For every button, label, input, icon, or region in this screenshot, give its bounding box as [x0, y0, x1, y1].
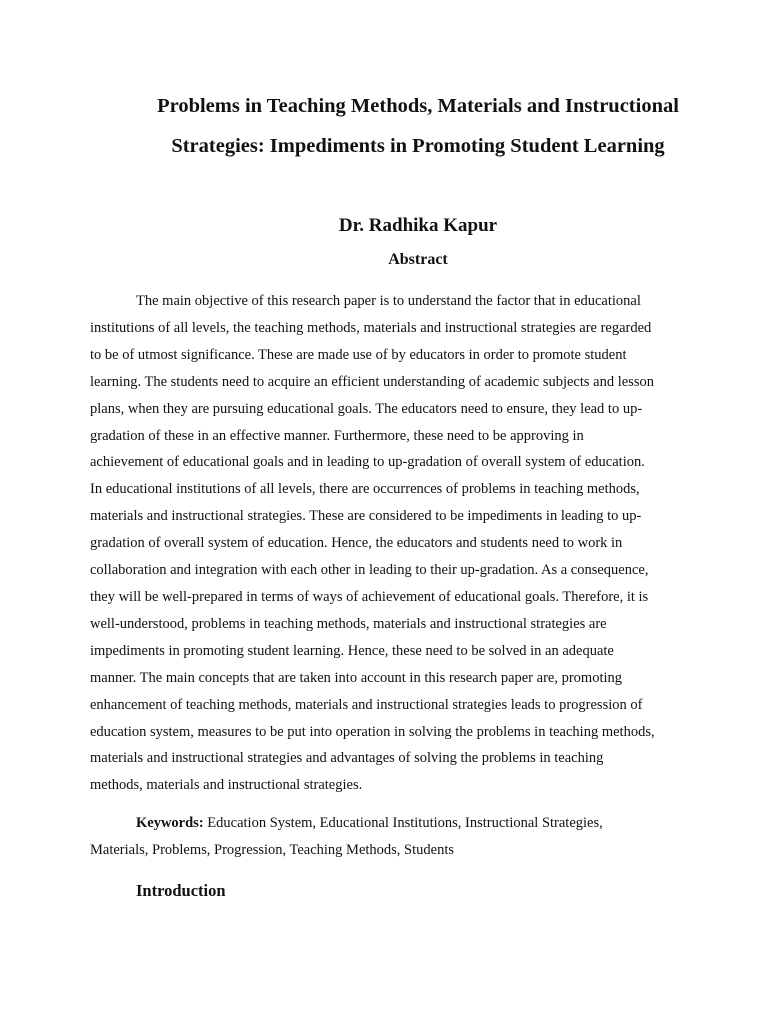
abstract-line: institutions of all levels, the teaching methods, materials and instructional strategies are regarded [90, 319, 652, 336]
abstract-line: to be of utmost significance. These are made use of by educators in order to promote student [90, 346, 627, 363]
keywords-label: Keywords: [136, 815, 204, 831]
abstract-line: In educational institutions of all levels, there are occurrences of problems in teaching methods, [90, 481, 640, 498]
abstract-line: impediments in promoting student learning. Hence, these need to be solved in an adequate [90, 642, 614, 659]
abstract-paragraph [90, 288, 682, 799]
abstract-line: enhancement of teaching methods, materials and instructional strategies leads to progression of [90, 696, 643, 713]
keywords-line [90, 810, 682, 837]
abstract-line: gradation of overall system of education. Hence, the educators and students need to work in [90, 535, 623, 552]
abstract-line: they will be well-prepared in terms of ways of achievement of educational goals. Therefore, it is [90, 588, 649, 605]
author-name: Dr. Radhika Kapur [338, 215, 498, 236]
abstract-heading: Abstract [388, 251, 448, 268]
abstract-line: gradation of these in an effective manner. Furthermore, these need to be approving in [90, 427, 584, 444]
keywords-list-part-1: Education System, Educational Institutions, Instructional Strategies, [207, 815, 603, 831]
abstract-line: manner. The main concepts that are taken into account in this research paper are, promoting [90, 669, 623, 686]
abstract-line: materials and instructional strategies. These are considered to be impediments in leading to up- [90, 508, 642, 525]
abstract-line: education system, measures to be put into operation in solving the problems in teaching methods, [90, 723, 655, 740]
abstract-line: The main objective of this research paper is to understand the factor that in educational [136, 293, 641, 309]
abstract-line: well-understood, problems in teaching methods, materials and instructional strategies are [90, 615, 607, 632]
section-heading-introduction: Introduction [136, 881, 226, 900]
keywords-list-part-2: Materials, Problems, Progression, Teaching Methods, Students [90, 842, 455, 858]
abstract-line: methods, materials and instructional strategies. [90, 777, 363, 794]
abstract-line: achievement of educational goals and in leading to up-gradation of overall system of education. [90, 454, 645, 471]
abstract-line: materials and instructional strategies and advantages of solving the problems in teaching [90, 750, 604, 767]
abstract-line: collaboration and integration with each other in leading to their up-gradation. As a consequence, [90, 562, 649, 579]
abstract-line: learning. The students need to acquire an efficient understanding of academic subjects and lesson [90, 373, 654, 390]
abstract-line: plans, when they are pursuing educational goals. The educators need to ensure, they lead to up- [90, 400, 643, 417]
keywords-paragraph [90, 810, 682, 864]
paper-title: Problems in Teaching Methods, Materials and Instructional Strategies: Impediments in Promoting Student Learning [157, 95, 679, 157]
